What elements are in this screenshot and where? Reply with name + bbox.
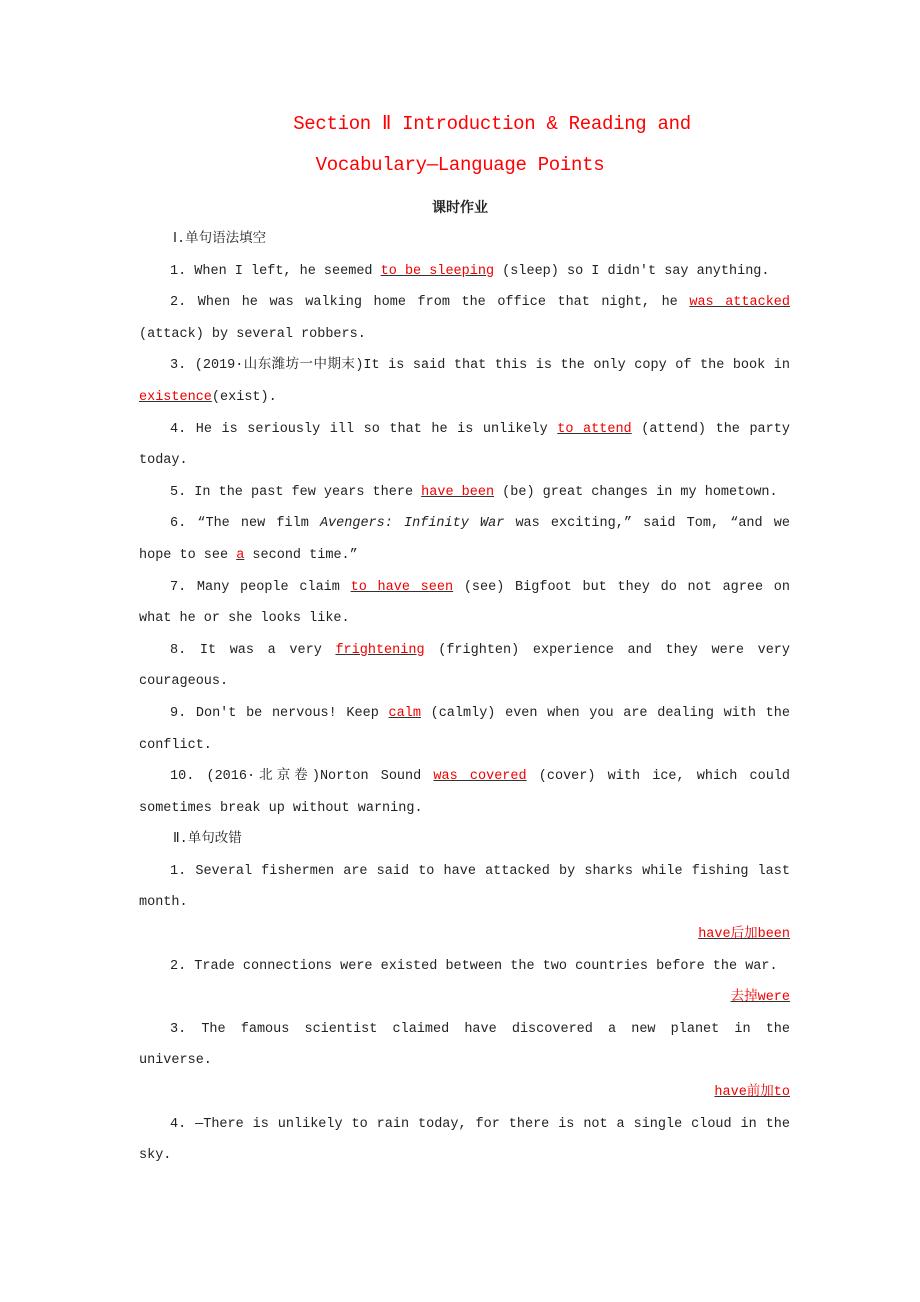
question-text: (calmly) even when you are dealing with the conflict. <box>139 705 790 753</box>
question-text: 1. When I left, he seemed <box>170 263 381 279</box>
answer-text: a <box>236 547 245 563</box>
question-text: 3. (2019·山东潍坊一中期末)It is said that this is the only copy of the book in <box>170 358 790 374</box>
answer-text: have been <box>421 484 495 500</box>
question-text: 4. He is seriously ill so that he is unlikely <box>170 421 558 437</box>
question-text: 7. Many people claim <box>170 579 351 595</box>
exercise-item <box>139 698 790 761</box>
document-title-line-2: Vocabulary—Language Points <box>315 154 605 176</box>
question-text: 2. When he was walking home from the office that night, he <box>170 295 690 311</box>
question-text: 10. (2016·北京卷)Norton Sound <box>170 769 434 785</box>
exercise-item <box>139 1109 790 1172</box>
question-text: was exciting,” said Tom, “and we hope to see <box>139 516 790 563</box>
answer-text: to be sleeping <box>380 263 495 279</box>
exercise-item <box>139 414 790 477</box>
section-heading: Ⅱ.单句改错 <box>173 832 242 848</box>
question-text: (attend) the party today. <box>139 421 790 469</box>
question-text: 2. Trade connections were existed between the two countries before the war. <box>170 958 778 974</box>
question-text: 1. Several fishermen are said to have attacked by sharks while fishing last month. <box>139 863 790 911</box>
exercise-content <box>139 224 790 1172</box>
exercise-item <box>139 856 790 919</box>
exercise-item <box>139 635 790 698</box>
question-text: (frighten) experience and they were very courageous. <box>139 642 790 690</box>
question-text: (be) great changes in my hometown. <box>494 484 778 500</box>
answer-text: was attacked <box>689 295 791 311</box>
document-title-line-1: Section Ⅱ Introduction & Reading and <box>293 113 691 135</box>
answer-text: frightening <box>335 642 425 658</box>
italic-title: Avengers: Infinity War <box>319 516 505 532</box>
correction-answer-row <box>139 919 790 951</box>
answer-text: calm <box>388 705 421 721</box>
answer-text: existence <box>139 389 212 405</box>
question-text: (sleep) so I didn't say anything. <box>494 263 770 279</box>
answer-text: to attend <box>557 421 632 437</box>
correction-answer-row <box>139 982 790 1014</box>
exercise-item <box>139 350 790 413</box>
exercise-item <box>139 287 790 350</box>
answer-text: to have seen <box>350 579 454 595</box>
correction-answer-row <box>139 1077 790 1109</box>
question-text: 9. Don't be nervous! Keep <box>170 705 389 721</box>
exercise-item <box>139 761 790 824</box>
document-subtitle: 课时作业 <box>432 200 488 216</box>
question-text: (exist). <box>211 389 277 405</box>
answer-text: was covered <box>433 769 527 785</box>
exercise-item <box>139 572 790 635</box>
question-text: second time.” <box>244 547 358 563</box>
question-text: 6. “The new film <box>170 516 320 532</box>
question-text: 8. It was a very <box>170 642 336 658</box>
exercise-item <box>139 477 790 509</box>
question-text: (cover) with ice, which could sometimes break up without warning. <box>139 769 790 816</box>
question-text: 5. In the past few years there <box>170 484 422 500</box>
correction-answer: have后加been <box>698 927 790 943</box>
exercise-item <box>139 951 790 983</box>
section-heading: Ⅰ.单句语法填空 <box>173 232 267 247</box>
question-text: (attack) by several robbers. <box>139 326 366 342</box>
exercise-item <box>139 256 790 288</box>
correction-answer: 去掉were <box>730 990 790 1006</box>
question-text: 3. The famous scientist claimed have discovered a new planet in the universe. <box>139 1021 790 1069</box>
question-text: (see) Bigfoot but they do not agree on what he or she looks like. <box>139 579 791 627</box>
exercise-item <box>139 508 790 571</box>
exercise-item <box>139 1014 790 1077</box>
correction-answer: have前加to <box>714 1085 790 1101</box>
question-text: 4. —There is unlikely to rain today, for there is not a single cloud in the sky. <box>139 1116 790 1164</box>
